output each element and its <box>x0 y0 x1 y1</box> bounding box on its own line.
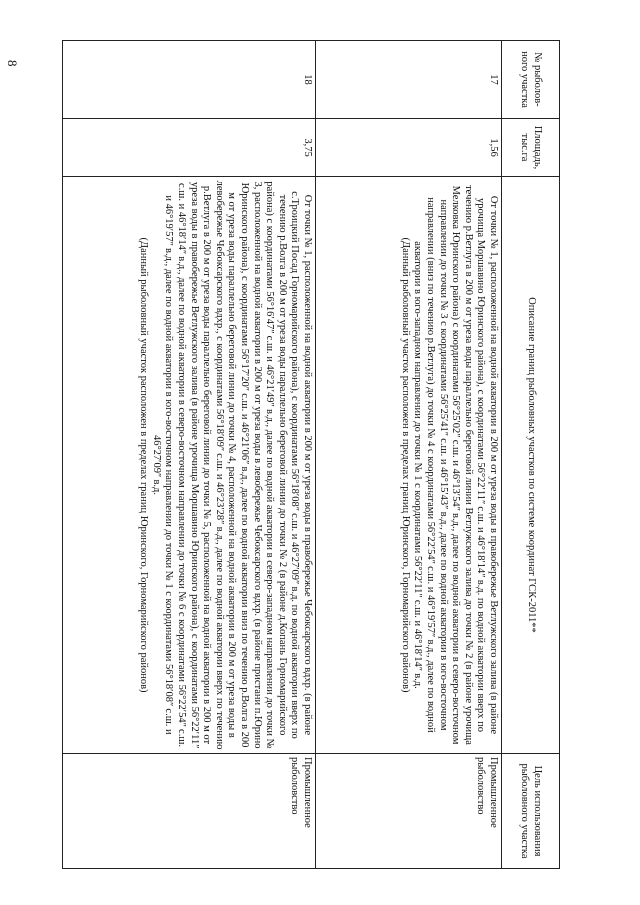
row-purpose: Промышленное рыболовство <box>63 754 316 869</box>
fishing-areas-table <box>62 40 560 869</box>
header-purpose: Цель использования рыболовного участка <box>502 754 560 869</box>
row-number: 17 <box>316 41 502 119</box>
row-area: 1,56 <box>316 119 502 177</box>
row-purpose: Промышленное рыболовство <box>316 754 502 869</box>
row-description-note: (Данный рыболовный участок расположен в пределах границ Юринского, Горномарийского районов) <box>399 237 411 693</box>
table-row <box>63 41 316 869</box>
header-area-size: Площадь, тыс.га <box>502 119 560 177</box>
page-number: 8 <box>5 60 20 67</box>
row-description-text: От точки № 1, расположенной на водной акватории в 200 м от уреза воды в правобережье Чебоксарского вдхр. (в районе с.Троицкий Посад Горномарийского района), с координатами 56°18ʹ08ʺ с.ш. и 46°27ʹ09ʺ в.д. по водной акватории вверх по течению р.Волга в 200 м от уреза воды параллельно береговой линии до точки № 2 (в районе д.Копань Горномарийского района) с координатами 56°16ʹ47ʺ с.ш. и 46°21ʹ49ʺ в.д., далее по водной акватории в северо-западном направлении до точки № 3, расположенной на водной акватории в 200 м от уреза воды в левобережье Чебоксарского вдхр. (в районе пристани п.Юрино Юринского района), с координатами 56°17ʹ20ʺ с.ш. и 46°21ʹ06ʺ в.д., далее по водной акватории вниз по течению р.Волга в 200 м от уреза воды параллельно береговой линии до точки № 4, расположенной на водной акватории в 200 м от уреза воды в левобережье Чебоксарского вдхр., с координатами 56°18ʹ09ʺ с.ш. и 46°23ʹ28ʺ в.д., далее по водной акватории вверх по течению р.Ветлуга в 200 м от уреза воды параллельно береговой линии до точки № 5, расположенной на водной акватории в 200 м от уреза воды в правобережье Ветлужского залива (в районе урочища Моршавино Юринского района), с координатами 56°22ʹ11ʺ с.ш. и 46°18ʹ14ʺ в.д., далее по водной акватории в северо-восточном направлении до точки № 6 с координатами 56°22ʹ54ʺ с.ш. и 46°19ʹ57ʺ в.д., далее по водной акватории в юго-восточном направлении до точки № 1 с координатами 56°18ʹ08ʺ с.ш. и 46°27ʹ09ʺ в.д. <box>150 180 313 750</box>
row-area: 3,75 <box>63 119 316 177</box>
row-description-text: От точки № 1, расположенной на водной акватории в 200 м от уреза воды в правобережье Ветлужского залива (в районе урочища Моршавино Юринского района), с координатами 56°22ʹ11ʺ с.ш. и 46°18ʹ14ʺ в.д. по водной акватории вверх по течению р.Ветлуга в 200 м от уреза воды параллельно береговой линии Ветлужского залива до точки № 2 (в районе урочища Мелковка Юринского района) с координатами 56°25ʹ02ʺ с.ш. и 46°13ʹ54ʺ в.д., далее по водной акватории в северо-восточном направлении до точки № 3 с координатами 56°25ʹ41ʺ с.ш. и 46°15ʹ43ʺ в.д., далее по водной акватории в юго-восточном направлении (вниз по течению р.Ветлуга) до точки № 4 с координатами 56°22ʹ54ʺ с.ш. и 46°19ʹ57ʺ в.д., далее по водной акватории в юго-западном направлении до точки № 1 с координатами 56°22ʹ11ʺ с.ш. и 46°18ʹ14ʺ в.д. <box>412 185 499 745</box>
rotated-table-container <box>62 40 560 868</box>
header-description: Описание границ рыболовных участков по системе координат ГСК-2011** <box>502 177 560 754</box>
row-description <box>316 177 502 754</box>
row-description <box>63 177 316 754</box>
row-number: 18 <box>63 41 316 119</box>
row-description-note: (Данный рыболовный участок расположен в пределах границ Юринского, Горномарийского районов) <box>138 237 150 693</box>
table-header-row <box>502 41 560 869</box>
header-area-number: № рыболов-ного участка <box>502 41 560 119</box>
table-row <box>316 41 502 869</box>
